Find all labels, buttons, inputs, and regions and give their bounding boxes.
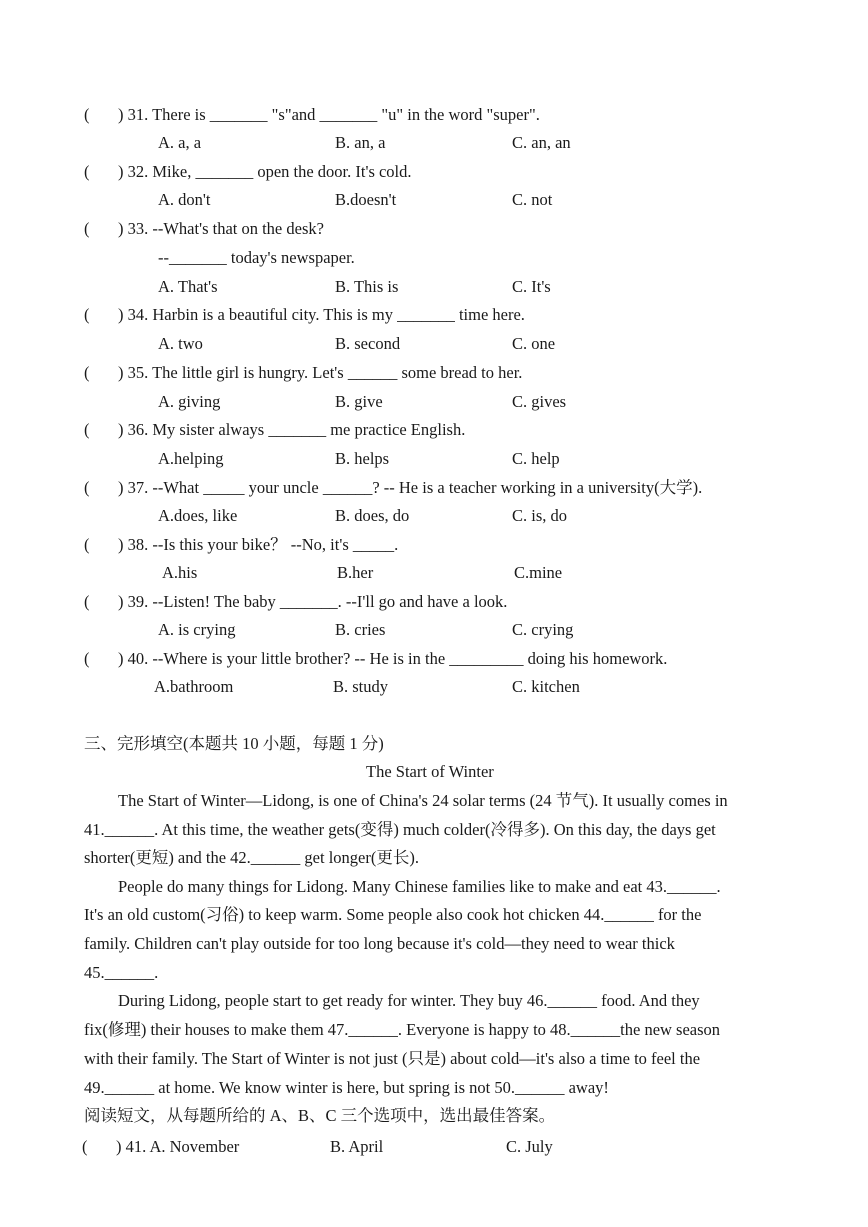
question-text-line2: --_______ today's newspaper. bbox=[158, 248, 355, 267]
option-c[interactable]: C. gives bbox=[512, 392, 567, 411]
passage-line: During Lidong, people start to get ready for winter. They buy 46.______ food. And they bbox=[118, 991, 700, 1010]
option-c[interactable]: C. not bbox=[512, 190, 553, 209]
answer-paren[interactable]: ( bbox=[84, 105, 90, 124]
answer-paren[interactable]: ( bbox=[84, 592, 90, 611]
answer-paren[interactable]: ( bbox=[84, 478, 90, 497]
answer-paren[interactable]: ( bbox=[84, 363, 90, 382]
option-c[interactable]: C.mine bbox=[514, 563, 563, 582]
question-text: ) 31. There is _______ "s"and _______ "u" in the word "super". bbox=[118, 105, 540, 124]
answer-paren[interactable]: ( bbox=[84, 535, 90, 554]
passage-title: The Start of Winter bbox=[366, 762, 494, 781]
option-a[interactable]: A.does, like bbox=[158, 506, 238, 525]
option-b[interactable]: B.doesn't bbox=[335, 190, 397, 209]
option-c[interactable]: C. crying bbox=[512, 620, 574, 639]
option-b[interactable]: B. helps bbox=[335, 449, 390, 468]
answer-paren[interactable]: ( bbox=[84, 219, 90, 238]
passage-line: People do many things for Lidong. Many Chinese families like to make and eat 43.______. bbox=[118, 877, 721, 896]
option-b[interactable]: B. This is bbox=[335, 277, 399, 296]
option-a[interactable]: A. That's bbox=[158, 277, 218, 296]
question-text: ) 40. --Where is your little brother? -- He is in the _________ doing his homework. bbox=[118, 649, 668, 668]
option-a[interactable]: A.his bbox=[162, 563, 198, 582]
passage-line: family. Children can't play outside for too long because it's cold—they need to wear thick bbox=[84, 934, 675, 953]
option-c[interactable]: C. one bbox=[512, 334, 556, 353]
question-text: ) 33. --What's that on the desk? bbox=[118, 219, 324, 238]
passage-line: shorter(更短) and the 42.______ get longer(更长). bbox=[84, 848, 419, 867]
option-b[interactable]: B. an, a bbox=[335, 133, 386, 152]
question-text: ) 36. My sister always _______ me practice English. bbox=[118, 420, 466, 439]
option-a[interactable]: A.helping bbox=[158, 449, 224, 468]
option-a[interactable]: A.bathroom bbox=[154, 677, 234, 696]
section-heading: 三、完形填空(本题共 10 小题，每题 1 分) bbox=[84, 734, 384, 753]
option-b[interactable]: B. does, do bbox=[335, 506, 410, 525]
passage-line: 49.______ at home. We know winter is here, but spring is not 50.______ away! bbox=[84, 1078, 609, 1097]
answer-paren[interactable]: ( bbox=[84, 162, 90, 181]
option-a[interactable]: A. giving bbox=[158, 392, 221, 411]
passage-line: The Start of Winter—Lidong, is one of China's 24 solar terms (24 节气). It usually comes in bbox=[118, 791, 728, 810]
passage-line: 41.______. At this time, the weather gets(变得) much colder(冷得多). On this day, the days get bbox=[84, 820, 716, 839]
question-text: ) 35. The little girl is hungry. Let's ______ some bread to her. bbox=[118, 363, 523, 382]
question-text: ) 37. --What _____ your uncle ______? -- He is a teacher working in a university(大学). bbox=[118, 478, 703, 497]
option-c[interactable]: C. help bbox=[512, 449, 560, 468]
answer-paren[interactable]: ( bbox=[84, 649, 90, 668]
instruction-text: 阅读短文，从每题所给的 A、B、C 三个选项中，选出最佳答案。 bbox=[84, 1106, 556, 1125]
option-a[interactable]: A. don't bbox=[158, 190, 211, 209]
option-b[interactable]: B. cries bbox=[335, 620, 386, 639]
passage-line: It's an old custom(习俗) to keep warm. Some people also cook hot chicken 44.______ for the bbox=[84, 905, 702, 924]
question-text: ) 32. Mike, _______ open the door. It's cold. bbox=[118, 162, 412, 181]
answer-paren[interactable]: ( bbox=[82, 1137, 88, 1156]
passage-line: 45.______. bbox=[84, 963, 159, 982]
question-text: ) 38. --Is this your bike？ --No, it's _____. bbox=[118, 535, 399, 554]
option-c[interactable]: C. an, an bbox=[512, 133, 571, 152]
option-a[interactable]: ) 41. A. November bbox=[116, 1137, 240, 1156]
passage-line: with their family. The Start of Winter is not just (只是) about cold—it's also a time to feel the bbox=[84, 1049, 701, 1068]
option-a[interactable]: A. two bbox=[158, 334, 203, 353]
answer-paren[interactable]: ( bbox=[84, 420, 90, 439]
answer-paren[interactable]: ( bbox=[84, 305, 90, 324]
option-c[interactable]: C. It's bbox=[512, 277, 551, 296]
option-b[interactable]: B. give bbox=[335, 392, 383, 411]
option-c[interactable]: C. July bbox=[506, 1137, 553, 1156]
option-b[interactable]: B. study bbox=[333, 677, 389, 696]
option-a[interactable]: A. a, a bbox=[158, 133, 202, 152]
option-b[interactable]: B.her bbox=[337, 563, 374, 582]
question-text: ) 39. --Listen! The baby _______. --I'll go and have a look. bbox=[118, 592, 508, 611]
option-b[interactable]: B. second bbox=[335, 334, 401, 353]
option-b[interactable]: B. April bbox=[330, 1137, 384, 1156]
option-a[interactable]: A. is crying bbox=[158, 620, 236, 639]
option-c[interactable]: C. is, do bbox=[512, 506, 568, 525]
question-text: ) 34. Harbin is a beautiful city. This is my _______ time here. bbox=[118, 305, 525, 324]
option-c[interactable]: C. kitchen bbox=[512, 677, 580, 696]
passage-line: fix(修理) their houses to make them 47.______. Everyone is happy to 48.______the new season bbox=[84, 1020, 721, 1039]
